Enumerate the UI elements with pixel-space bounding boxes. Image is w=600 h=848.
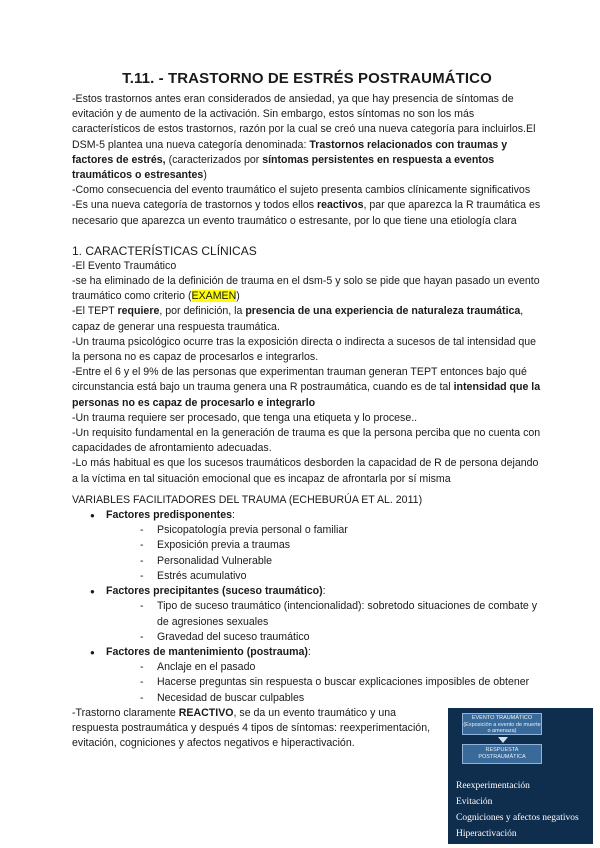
variables-heading: VARIABLES FACILITADORES DEL TRAUMA (ECHEBURÚA ET AL. 2011) bbox=[72, 493, 423, 506]
closing-text: , se da un evento traumático y una respuesta postraumática y después 4 tipos de síntomas: reexperimentación, evitación, cogniciones y afectos negativos e hiperactivación. bbox=[72, 706, 431, 750]
factor-item: - Estrés acumulativo bbox=[140, 569, 542, 584]
intro-bold: síntomas persistentes en respuesta a eventos traumáticos o estresantes bbox=[72, 153, 495, 182]
section-line bbox=[72, 365, 542, 411]
section-line: -Un trauma psicológico ocurre tras la exposición directa o indirecta a sucesos de tal intensidad que la persona no es capaz de procesarlos e integrarlos. bbox=[72, 335, 537, 364]
section-line: -El Evento Traumático bbox=[72, 259, 177, 272]
document-page bbox=[72, 70, 542, 751]
diagram-box-response: RESPUESTA POSTRAUMÁTICA bbox=[462, 744, 542, 764]
factor-label: Factores precipitantes (suceso traumático) bbox=[106, 585, 323, 598]
factor-suffix: : bbox=[307, 645, 311, 658]
symptom-list bbox=[456, 778, 579, 842]
intro-text: -Es una nueva categoría de trastornos y todos ellos bbox=[72, 199, 317, 212]
intro-text: ) bbox=[203, 169, 207, 182]
section-bold: requiere bbox=[117, 305, 160, 318]
factor-item: - Necesidad de buscar culpables bbox=[140, 691, 542, 706]
intro-bold: Trastornos relacionados con traumas y factores de estrés, bbox=[72, 138, 508, 166]
factor-item: - Exposición previa a traumas bbox=[140, 538, 542, 553]
trauma-diagram bbox=[448, 708, 593, 844]
section-line bbox=[72, 274, 542, 304]
section-line: -Un requisito fundamental en la generación de trauma es que la persona perciba que no cuenta con capacidades de afrontamiento adecuadas. bbox=[72, 427, 541, 455]
symptom-item: Hiperactivación bbox=[456, 829, 517, 839]
intro-bold: reactivos bbox=[316, 199, 364, 212]
closing-bold: REACTIVO bbox=[178, 706, 234, 719]
section-heading: 1. CARACTERÍSTICAS CLÍNICAS bbox=[72, 243, 257, 258]
page-title: T.11. - TRASTORNO DE ESTRÉS POSTRAUMÁTICO bbox=[122, 70, 492, 87]
factor-group bbox=[94, 645, 542, 706]
closing-paragraph bbox=[72, 706, 444, 752]
factor-item: - Tipo de suceso traumático (intencionalidad): sobretodo situaciones de combate y de agresiones sexuales bbox=[140, 599, 542, 629]
section-line: -Un trauma requiere ser procesado, que tenga una etiqueta y lo procese.. bbox=[72, 411, 418, 424]
factor-label: Factores predisponentes bbox=[106, 509, 232, 522]
arrow-down-icon bbox=[498, 737, 508, 743]
closing-text: -Trastorno claramente bbox=[72, 706, 179, 719]
section-text: , capaz de generar una respuesta traumática. bbox=[72, 305, 524, 333]
factor-label: Factores de mantenimiento (postrauma) bbox=[106, 645, 308, 658]
section-bold: presencia de una experiencia de naturaleza traumática bbox=[245, 305, 521, 318]
diagram-box-event: EVENTO TRAUMÁTICO (Exposición a evento de muerte o amenaza) bbox=[463, 715, 541, 734]
section-text: -se ha eliminado de la definición de trauma en el dsm-5 y solo se pide que hayan pasado un evento traumático como criterio ( bbox=[72, 275, 540, 303]
factor-group bbox=[94, 508, 542, 584]
factor-group bbox=[94, 584, 542, 645]
section-text: -Entre el 6 y el 9% de las personas que experimentan trauman generan TEPT entonces bajo qué circunstancia está bajo un trauma genera una R postraumática, cuando es de tal bbox=[72, 366, 527, 394]
symptom-item: Evitación bbox=[456, 797, 493, 807]
symptom-item: Cogniciones y afectos negativos bbox=[456, 813, 579, 823]
factor-suffix: : bbox=[322, 585, 326, 598]
section-bold: intensidad que la personas no es capaz de procesarlo e integrarlo bbox=[72, 381, 541, 409]
factor-items bbox=[106, 660, 542, 706]
factor-item: - Personalidad Vulnerable bbox=[140, 554, 542, 569]
section-text: ) bbox=[236, 290, 240, 303]
section-text: , por definición, la bbox=[159, 305, 246, 318]
factor-item: - Psicopatología previa personal o familiar bbox=[140, 523, 542, 538]
intro-paragraph-2: -Como consecuencia del evento traumático el sujeto presenta cambios clínicamente significativos bbox=[72, 184, 531, 197]
factor-item: - Hacerse preguntas sin respuesta o buscar explicaciones imposibles de obtener bbox=[140, 675, 542, 690]
exam-highlight: EXAMEN bbox=[191, 290, 237, 303]
factor-items bbox=[106, 599, 542, 645]
intro-text: -Estos trastornos antes eran considerados de ansiedad, ya que hay presencia de síntomas de evitación y de aumento de la activación. Sin embargo, estos síntomas no son los más característicos de estos trastornos, razón por la cual se creó una nueva categoría para incluirlos.El DSM-5 plantea una nueva categoría denominada: bbox=[72, 93, 536, 151]
factor-item: - Anclaje en el pasado bbox=[140, 660, 542, 675]
section-line bbox=[72, 304, 542, 334]
factor-item: - Gravedad del suceso traumático bbox=[140, 630, 542, 645]
symptom-item: Reexperimentación bbox=[456, 781, 530, 791]
intro-text: (caracterizados por bbox=[165, 153, 263, 166]
factor-items bbox=[106, 523, 542, 584]
factor-suffix: : bbox=[231, 509, 235, 522]
section-line: -Lo más habitual es que los sucesos traumáticos desborden la capacidad de R de persona dejando a la víctima en tal situación emocional que es incapaz de afrontarla por sí misma bbox=[72, 457, 539, 485]
intro-paragraph-1 bbox=[72, 92, 542, 183]
section-text: -El TEPT bbox=[72, 305, 118, 318]
intro-text: , par que aparezca la R traumática es necesario que aparezca un evento traumático o estresante, por lo que tiene una etiología clara bbox=[72, 199, 541, 227]
intro-paragraph-3 bbox=[72, 198, 542, 228]
factor-list bbox=[72, 508, 542, 706]
